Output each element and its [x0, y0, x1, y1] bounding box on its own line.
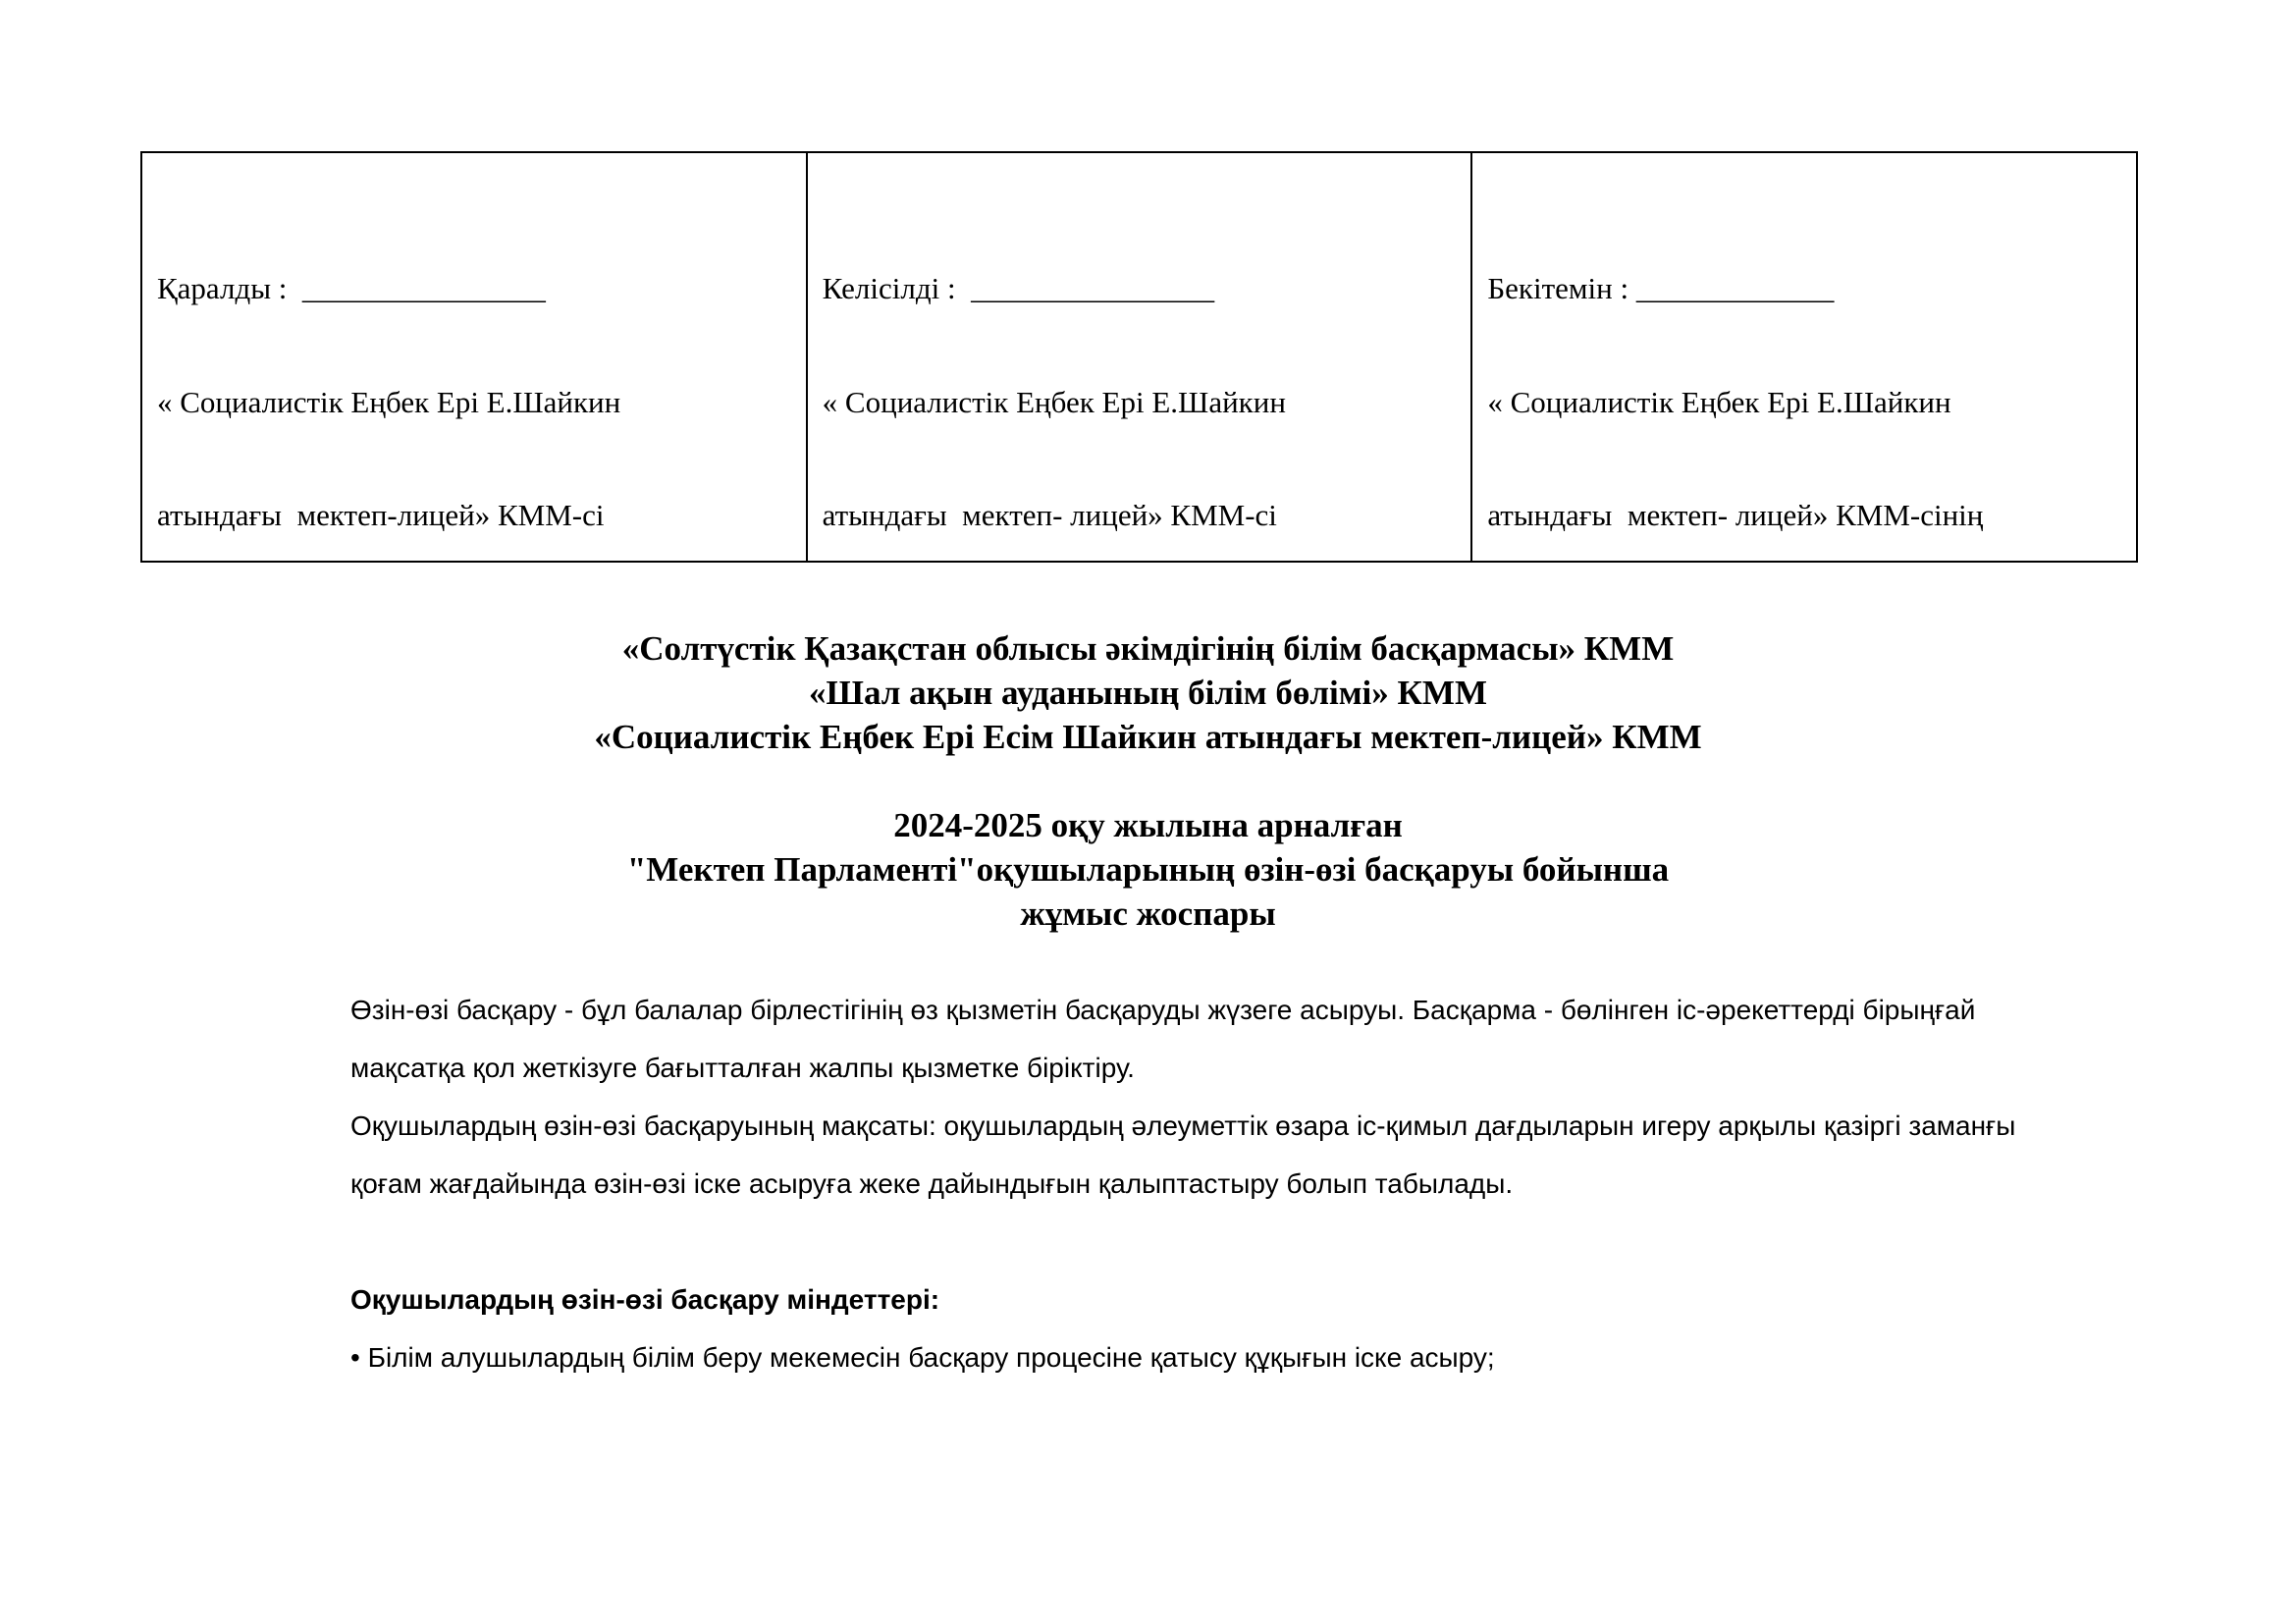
approved-line: атындағы мектеп- лицей» КММ-сінің	[1487, 498, 1984, 532]
task-list-item: • Білім алушылардың білім беру мекемесін басқару процесіне қатысу құқығын іске асыру;	[350, 1342, 1495, 1373]
agreed-line: атындағы мектеп- лицей» КММ-сі	[822, 498, 1277, 532]
tasks-heading: Оқушылардың өзін-өзі басқару міндеттері:	[350, 1284, 940, 1315]
document-title-line: жұмыс жоспары	[1020, 894, 1276, 933]
considered-line: Қаралды : ________________	[157, 271, 546, 305]
paragraph-line: қоғам жағдайында өзін-өзі іске асыруға жеке дайындығын қалыптастыру болып табылады.	[350, 1168, 1514, 1199]
agreed-line: « Социалистік Еңбек Ері Е.Шайкин	[822, 384, 1286, 419]
document-headings	[0, 626, 2296, 936]
approval-cell-considered	[142, 153, 806, 561]
approved-line: « Социалистік Еңбек Ері Е.Шайкин	[1487, 384, 1951, 419]
approved-line: Бекітемін : _____________	[1487, 271, 1835, 305]
considered-line: атындағы мектеп-лицей» КММ-сі	[157, 498, 605, 532]
document-title-line: 2024-2025 оқу жылына арналған	[893, 806, 1403, 844]
paragraph-line: мақсатқа қол жеткізуге бағытталған жалпы қызметке біріктіру.	[350, 1053, 1135, 1083]
agreed-line: Келісілді : ________________	[822, 271, 1215, 305]
paragraph-spacer	[350, 1213, 2147, 1271]
org-heading-line: «Солтүстік Қазақстан облысы әкімдігінің білім басқармасы» КММ	[621, 629, 1675, 668]
approval-cell-agreed	[806, 153, 1471, 561]
org-heading-line: «Шал ақын ауданының білім бөлімі» КММ	[809, 674, 1487, 712]
considered-line: « Социалистік Еңбек Ері Е.Шайкин	[157, 384, 621, 419]
paragraph-line: Оқушылардың өзін-өзі басқаруының мақсаты: оқушылардың әлеуметтік өзара іс-қимыл дағдыларын игеру арқылы қазіргі заманғы	[350, 1110, 2016, 1141]
document-title-line: "Мектеп Парламенті"оқушыларының өзін-өзі басқаруы бойынша	[626, 850, 1670, 889]
approval-cell-approved	[1470, 153, 2136, 561]
org-heading-line: «Социалистік Еңбек Ері Есім Шайкин атындағы мектеп-лицей» КММ	[594, 718, 1702, 756]
document-body	[350, 981, 2147, 1386]
paragraph-line: Өзін-өзі басқару - бұл балалар бірлестігінің өз қызметін басқаруды жүзеге асыруы. Басқарма - бөлінген іс-әрекеттерді бірыңғай	[350, 995, 1976, 1025]
heading-spacer	[0, 759, 2296, 803]
approval-table	[140, 151, 2138, 563]
